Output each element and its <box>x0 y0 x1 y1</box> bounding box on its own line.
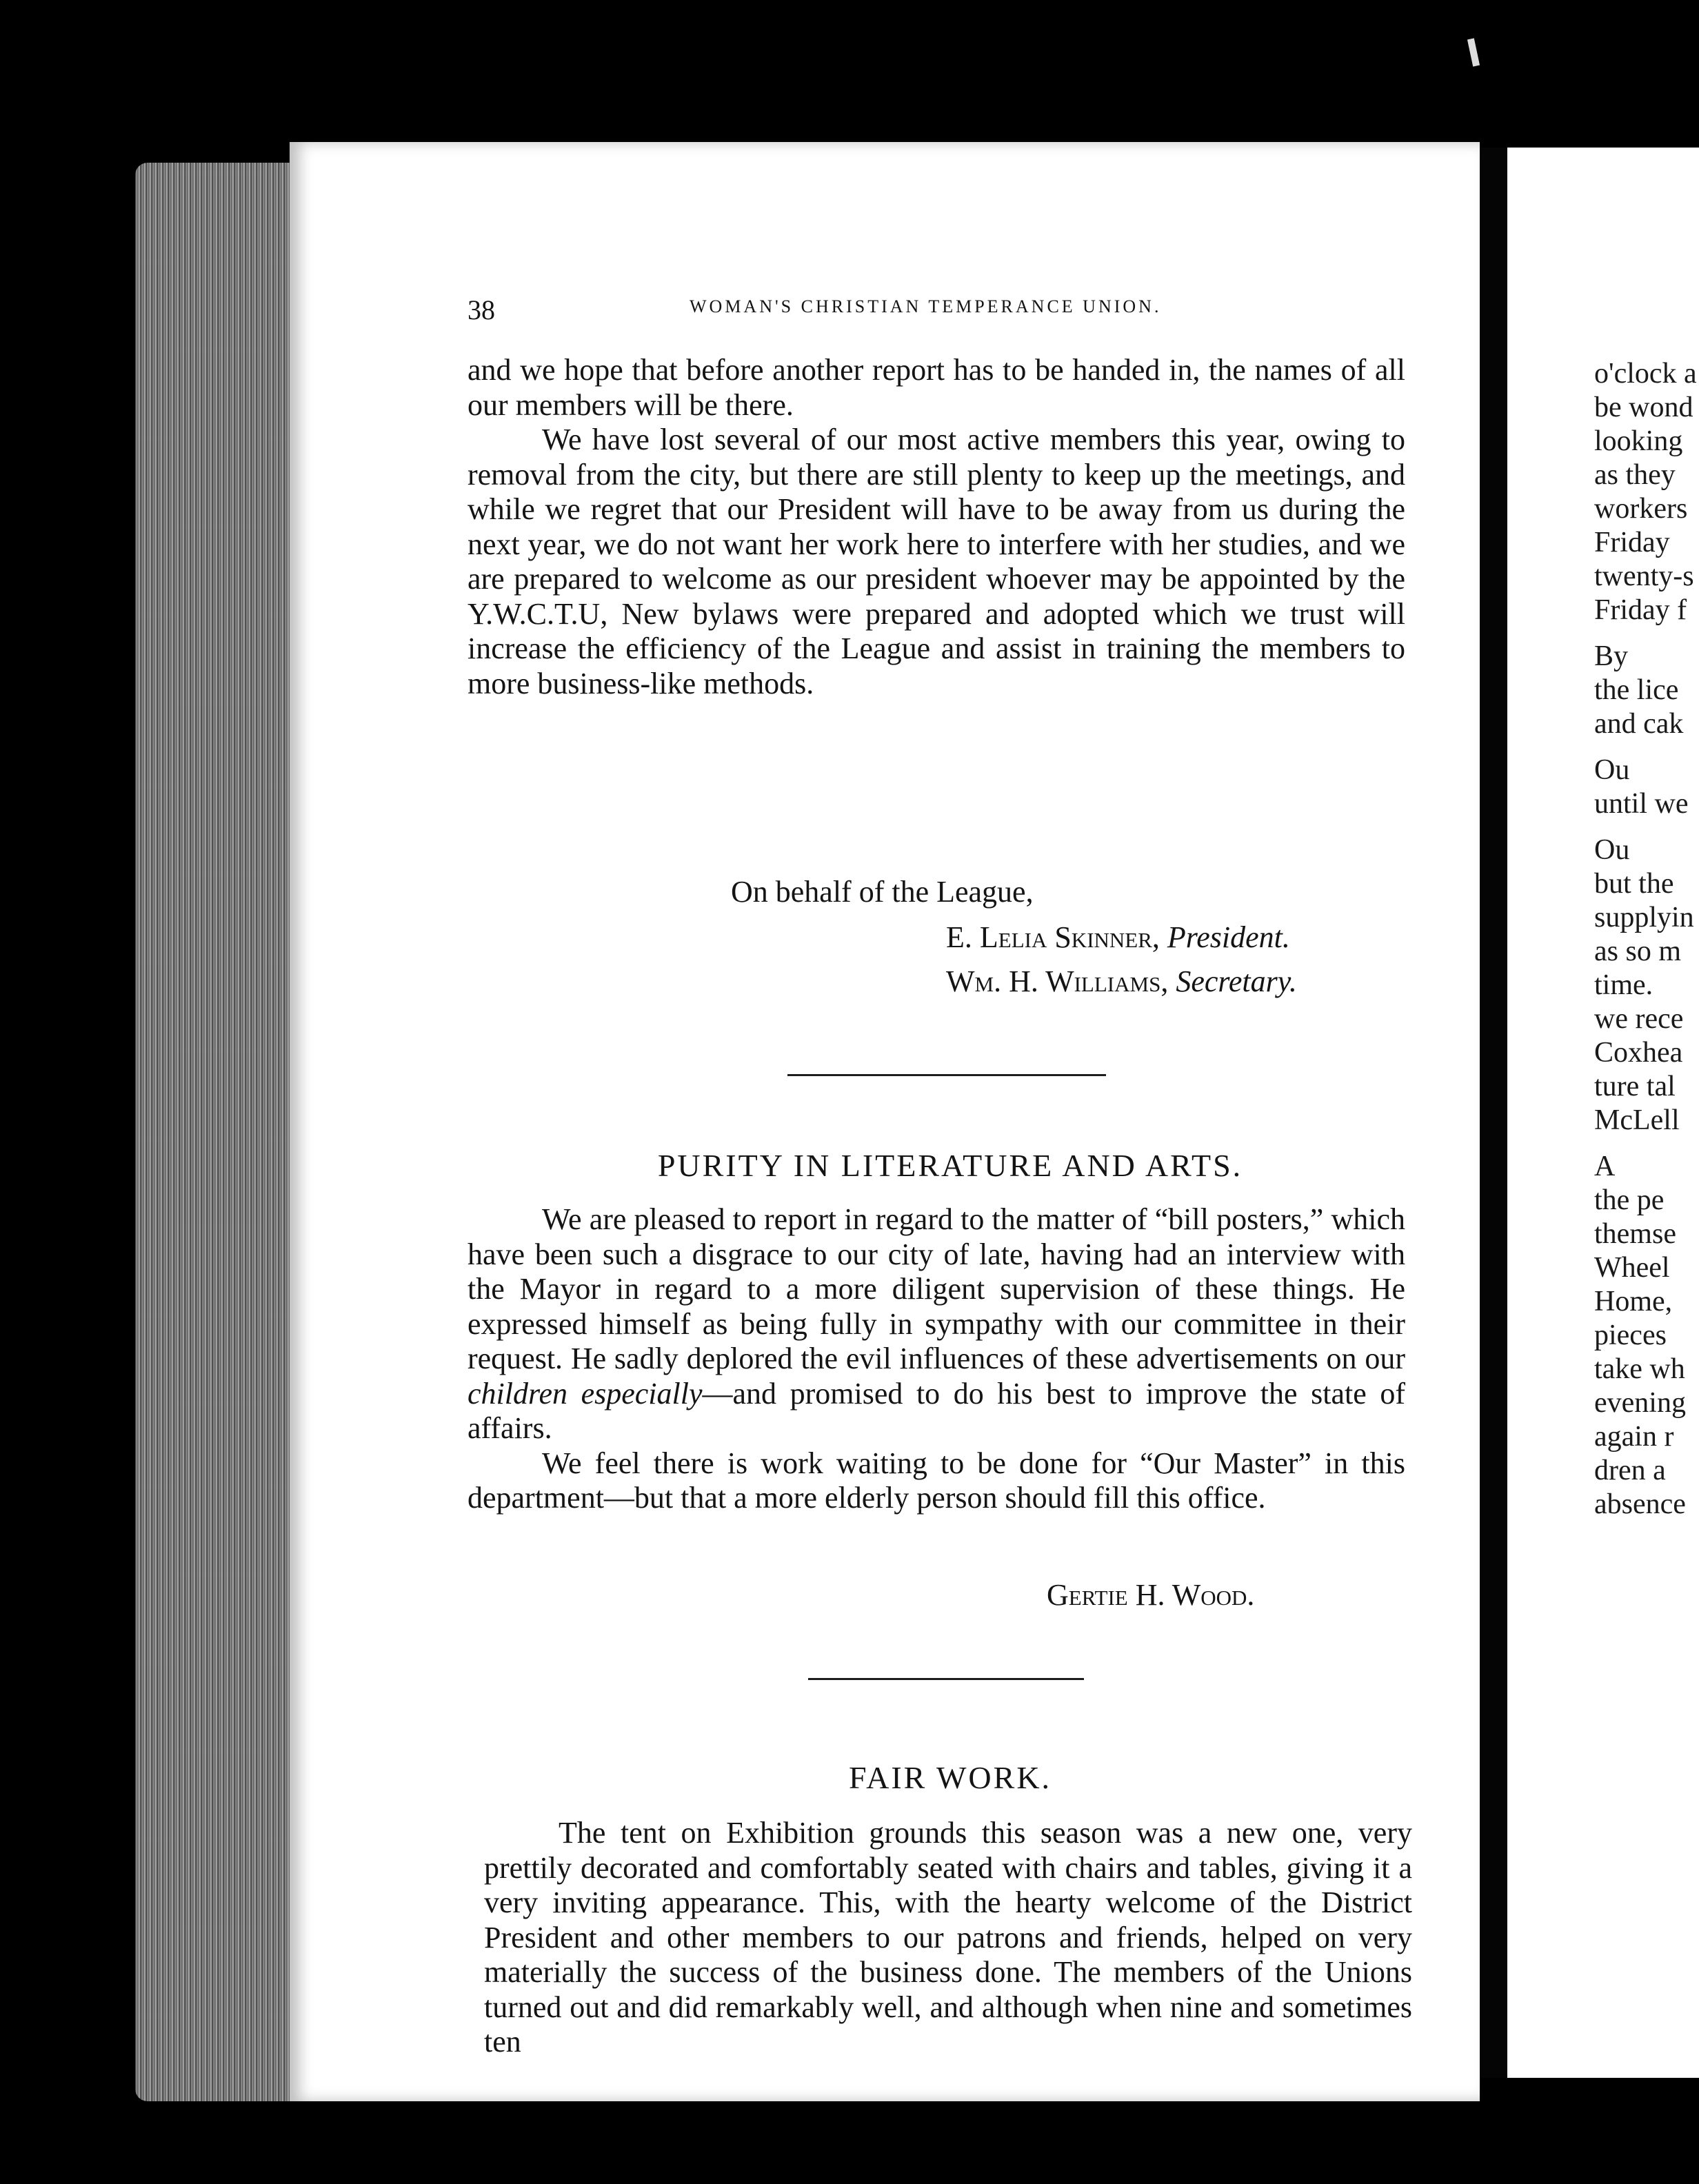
signature-president <box>946 920 1290 955</box>
right-page-line: absence <box>1594 1488 1686 1520</box>
paragraph-gap <box>1594 627 1697 640</box>
page-edges <box>135 163 294 2101</box>
right-page-line: the lice <box>1594 674 1679 706</box>
league-report-text <box>468 353 1405 701</box>
scan-artifact <box>1467 38 1480 66</box>
right-page-line: looking <box>1594 425 1683 457</box>
right-page-line: ture tal <box>1594 1071 1676 1102</box>
right-page-line: Friday <box>1594 527 1670 558</box>
purity-text-end: —and promised to do his best to improve the state of affairs. <box>468 1376 1405 1445</box>
purity-text-start: We are pleased to report in regard to the matter of “bill posters,” which have been such a disgrace to our city of late, having had an interview with the Mayor in regard to a more diligent supervision of these things. He expressed himself as being fully in sympathy with our committee in their request. He sadly deplored the evil influences of these advertisements on our <box>468 1202 1405 1375</box>
fair-work-heading: FAIR WORK. <box>848 1760 1052 1795</box>
right-page-line: twenty-s <box>1594 560 1694 592</box>
right-page-line: dren a <box>1594 1455 1666 1486</box>
right-page-line: o'clock a <box>1594 358 1697 390</box>
right-page-line: A <box>1594 1151 1616 1182</box>
right-page-line: as so m <box>1594 936 1681 967</box>
paragraph-gap <box>1594 1138 1697 1150</box>
signature-secretary <box>946 964 1297 999</box>
section-divider <box>787 1074 1106 1076</box>
league-paragraph-2: We have lost several of our most active members this year, owing to removal from the city, but there are still plenty to keep up the meetings, and while we regret that our President will have to be away from us during the next year, we do not want her work here to interfere with her studies, and we are prepared to welcome as our president whoever may be appointed by the Y.W.C.T.U, New bylaws were prepared and adopted which we trust will increase the efficiency of the League and assist in training the members to more business-like methods. <box>468 423 1405 700</box>
right-page-line: supplyin <box>1594 902 1694 933</box>
league-paragraph-1: and we hope that before another report has to be handed in, the names of all our members will be there. <box>468 353 1405 422</box>
purity-signature: Gertie H. Wood. <box>1047 1578 1255 1612</box>
fair-work-text <box>484 1816 1412 2060</box>
right-page-line: Home, <box>1594 1286 1673 1317</box>
right-page-line: Ou <box>1594 754 1630 786</box>
right-page-line: and cak <box>1594 708 1684 740</box>
right-page-line: take wh <box>1594 1353 1685 1385</box>
right-page-line: evening <box>1594 1387 1686 1419</box>
right-page-line: Coxhea <box>1594 1037 1683 1069</box>
section-divider <box>808 1678 1084 1680</box>
purity-paragraph-2: We feel there is work waiting to be done for “Our Master” in this department—but that a more elderly person should fill this office. <box>468 1446 1405 1515</box>
purity-heading: PURITY IN LITERATURE AND ARTS. <box>657 1148 1243 1183</box>
right-page-line: themse <box>1594 1218 1676 1250</box>
purity-italic-phrase: children especially <box>468 1376 703 1410</box>
signature-title: President. <box>1167 920 1290 954</box>
right-page-line: time. <box>1594 969 1653 1001</box>
running-head: WOMAN'S CHRISTIAN TEMPERANCE UNION. <box>690 296 1162 316</box>
paragraph-gap <box>1594 741 1697 754</box>
paragraph-gap <box>1594 821 1697 833</box>
right-page-line: workers <box>1594 493 1688 525</box>
right-page-line: be wond <box>1594 392 1693 423</box>
right-page-line: the pe <box>1594 1184 1665 1216</box>
right-page-line: McLell <box>1594 1104 1680 1136</box>
signature-title: Secretary. <box>1176 964 1297 998</box>
right-page-line: but the <box>1594 868 1674 900</box>
left-page-content <box>290 142 1480 2101</box>
right-page-text-fragments <box>1594 357 1697 1521</box>
right-page-line: Friday f <box>1594 594 1687 626</box>
right-page-line: Ou <box>1594 834 1630 866</box>
right-page-line: until we <box>1594 788 1689 820</box>
page-number: 38 <box>468 294 495 325</box>
right-page-line: Wheel <box>1594 1252 1670 1284</box>
book-gutter <box>1480 148 1510 2078</box>
fair-work-paragraph-1: The tent on Exhibition grounds this season was a new one, very prettily decorated and comfortably seated with chairs and tables, giving it a very inviting appearance. This, with the hearty welcome of the District President and other members to our patrons and friends, helped on very materially the success of the business done. The members of the Unions turned out and did remarkably well, and although when nine and sometimes ten <box>484 1816 1412 2059</box>
signature-name: Wm. H. Williams, <box>946 964 1169 998</box>
right-page-line: we rece <box>1594 1003 1684 1035</box>
signature-name: E. Lelia Skinner, <box>946 920 1160 954</box>
left-page <box>290 142 1480 2101</box>
purity-paragraph-1 <box>468 1202 1405 1446</box>
right-page-line: as they <box>1594 459 1676 491</box>
right-page-line: again r <box>1594 1421 1674 1453</box>
purity-text <box>468 1202 1405 1516</box>
league-closing: On behalf of the League, <box>731 875 1034 909</box>
right-page-partial <box>1507 148 1699 2078</box>
right-page-line: By <box>1594 640 1629 672</box>
right-page-line: pieces <box>1594 1320 1667 1351</box>
